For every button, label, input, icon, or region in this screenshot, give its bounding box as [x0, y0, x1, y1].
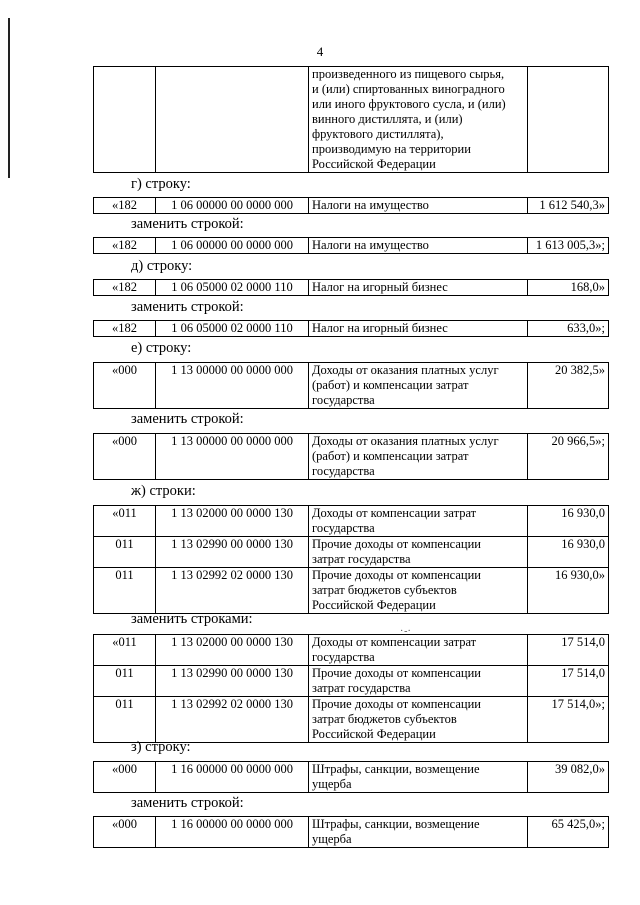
caption-zh-replace: заменить строками: — [131, 611, 253, 627]
table-row: «182 1 06 00000 00 0000 000 Налоги на имущество 1 613 005,3»; — [94, 238, 609, 254]
table-row: «182 1 06 00000 00 0000 000 Налоги на имущество 1 612 540,3» — [94, 198, 609, 214]
row-table-e-old — [93, 362, 609, 409]
page-number: 4 — [316, 44, 324, 59]
caption-d-replace: заменить строкой: — [131, 299, 244, 315]
row-table-z-old — [93, 761, 609, 793]
row-table-z-new — [93, 816, 609, 848]
table-row: «182 1 06 05000 02 0000 110 Налог на игорный бизнес 168,0» — [94, 280, 609, 296]
caption-e: е) строку: — [131, 340, 192, 356]
continuation-table — [93, 66, 609, 173]
table-row: «182 1 06 05000 02 0000 110 Налог на игорный бизнес 633,0»; — [94, 321, 609, 337]
caption-d: д) строку: — [131, 258, 193, 274]
caption-g: г) строку: — [131, 176, 191, 192]
row-table-d-old — [93, 279, 609, 296]
caption-e-replace: заменить строкой: — [131, 411, 244, 427]
table-row: 011 1 13 02992 02 0000 130 Прочие доходы от компенсации затрат бюджетов субъектов Российской Федерации 16 930,0» — [94, 568, 609, 614]
caption-g-replace: заменить строкой: — [131, 216, 244, 232]
table-row: «000 1 16 00000 00 0000 000 Штрафы, санкции, возмещение ущерба 39 082,0» — [94, 762, 609, 793]
caption-zh: ж) строки: — [131, 483, 196, 499]
row-table-e-new — [93, 433, 609, 480]
scan-speck: · -· — [400, 626, 411, 637]
table-row: 011 1 13 02992 02 0000 130 Прочие доходы от компенсации затрат бюджетов субъектов Российской Федерации 17 514,0»; — [94, 697, 609, 743]
table-row: «011 1 13 02000 00 0000 130 Доходы от компенсации затрат государства 16 930,0 — [94, 506, 609, 537]
table-row: 011 1 13 02990 00 0000 130 Прочие доходы от компенсации затрат государства 17 514,0 — [94, 666, 609, 697]
continuation-name-cell: произведенного из пищевого сырья, и (или) спиртованных виноградного или иного фруктового сусла, и (или) винного дистиллята, и (или) фруктового дистиллята), производимую на территории Российской Федерации — [309, 67, 528, 173]
margin-binding-line — [8, 18, 10, 178]
table-row — [94, 67, 609, 173]
row-table-g-old — [93, 197, 609, 214]
rows-table-zh-old — [93, 505, 609, 614]
row-table-g-new — [93, 237, 609, 254]
caption-z: з) строку: — [131, 739, 191, 755]
table-row: «000 1 16 00000 00 0000 000 Штрафы, санкции, возмещение ущерба 65 425,0»; — [94, 817, 609, 848]
table-row: «000 1 13 00000 00 0000 000 Доходы от оказания платных услуг (работ) и компенсации затрат государства 20 966,5»; — [94, 434, 609, 480]
table-row: «000 1 13 00000 00 0000 000 Доходы от оказания платных услуг (работ) и компенсации затрат государства 20 382,5» — [94, 363, 609, 409]
table-row: 011 1 13 02990 00 0000 130 Прочие доходы от компенсации затрат государства 16 930,0 — [94, 537, 609, 568]
caption-z-replace: заменить строкой: — [131, 795, 244, 811]
rows-table-zh-new — [93, 634, 609, 743]
row-table-d-new — [93, 320, 609, 337]
table-row: «011 1 13 02000 00 0000 130 Доходы от компенсации затрат государства 17 514,0 — [94, 635, 609, 666]
